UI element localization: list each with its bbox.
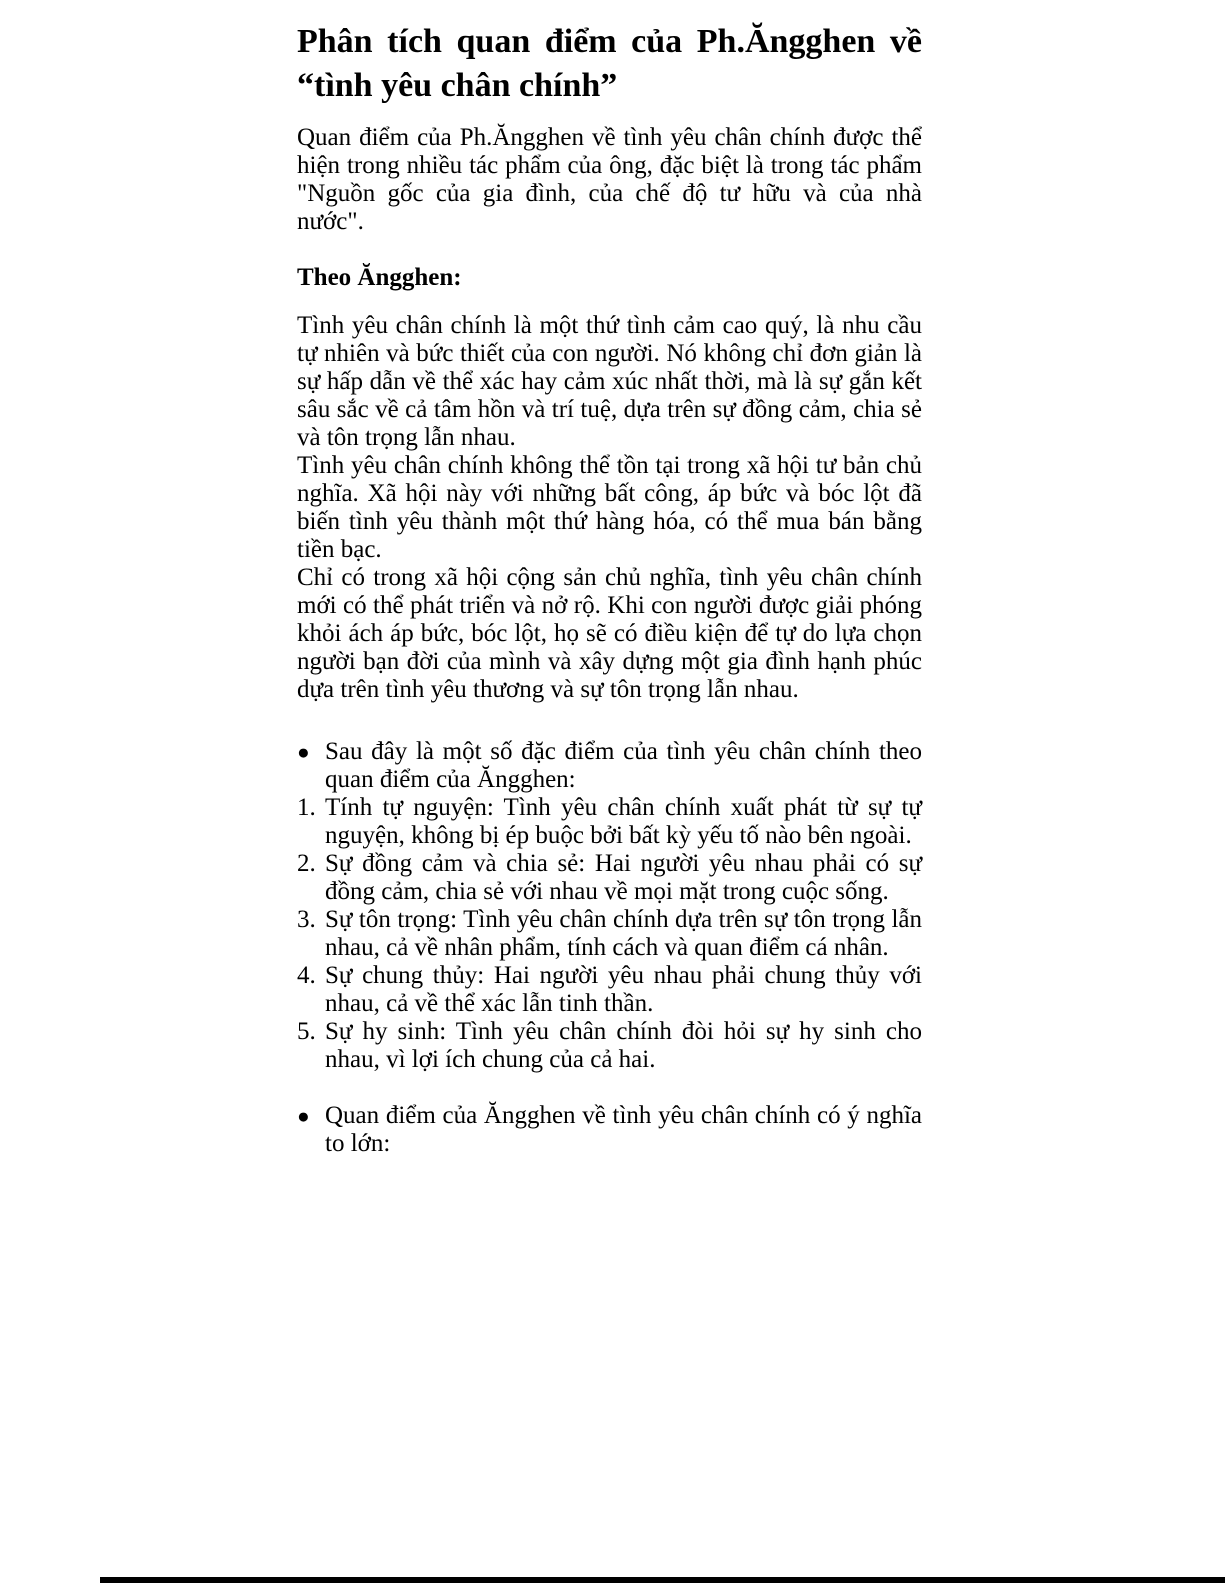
list-item-number: 1.	[297, 794, 316, 821]
list-item-number: 4.	[297, 962, 316, 989]
body-paragraphs	[297, 312, 922, 704]
list-item-number: 3.	[297, 906, 316, 933]
list-item-text: Tính tự nguyện: Tình yêu chân chính xuất phát từ sự tự nguyện, không bị ép buộc bởi bất kỳ yếu tố nào bên ngoài.	[325, 794, 922, 849]
body-paragraph: Tình yêu chân chính không thể tồn tại trong xã hội tư bản chủ nghĩa. Xã hội này với những bất công, áp bức và bóc lột đã biến tình yêu thành một thứ hàng hóa, có thể mua bán bằng tiền bạc.	[297, 452, 922, 563]
bullet-item-text: Quan điểm của Ăngghen về tình yêu chân chính có ý nghĩa to lớn:	[325, 1102, 922, 1157]
list-item	[297, 850, 922, 906]
page-title: Phân tích quan điểm của Ph.Ăngghen về “tình yêu chân chính”	[297, 23, 922, 104]
body-paragraph: Tình yêu chân chính là một thứ tình cảm cao quý, là nhu cầu tự nhiên và bức thiết của con người. Nó không chỉ đơn giản là sự hấp dẫn về thể xác hay cảm xúc nhất thời, mà là sự gắn kết sâu sắc về cả tâm hồn và trí tuệ, dựa trên sự đồng cảm, chia sẻ và tôn trọng lẫn nhau.	[297, 312, 922, 451]
intro-paragraph: Quan điểm của Ph.Ăngghen về tình yêu chân chính được thể hiện trong nhiều tác phẩm của ông, đặc biệt là trong tác phẩm "Nguồn gốc của gia đình, của chế độ tư hữu và của nhà nước".	[297, 124, 922, 235]
list-item	[297, 906, 922, 962]
bottom-divider-bar	[100, 1577, 1225, 1583]
list-item-text: Sự chung thủy: Hai người yêu nhau phải chung thủy với nhau, cả về thể xác lẫn tinh thần.	[325, 962, 922, 1017]
list-item	[297, 794, 922, 850]
list-item-text: Sự hy sinh: Tình yêu chân chính đòi hỏi sự hy sinh cho nhau, vì lợi ích chung của cả hai.	[325, 1018, 922, 1073]
list-item-number: 2.	[297, 850, 316, 877]
document-content	[297, 20, 922, 1158]
list-item-text: Sự tôn trọng: Tình yêu chân chính dựa trên sự tôn trọng lẫn nhau, cả về nhân phẩm, tính cách và quan điểm cá nhân.	[325, 906, 922, 961]
bullet-item	[297, 1102, 922, 1158]
bullet-item	[297, 738, 922, 794]
list-item	[297, 1018, 922, 1074]
body-paragraph: Chỉ có trong xã hội cộng sản chủ nghĩa, tình yêu chân chính mới có thể phát triển và nở rộ. Khi con người được giải phóng khỏi ách áp bức, bóc lột, họ sẽ có điều kiện để tự do lựa chọn người bạn đời của mình và xây dựng một gia đình hạnh phúc dựa trên tình yêu thương và sự tôn trọng lẫn nhau.	[297, 564, 922, 703]
list-item	[297, 962, 922, 1018]
section-heading: Theo Ăngghen:	[297, 264, 462, 291]
list-item-number: 5.	[297, 1018, 316, 1045]
list-item-text: Sự đồng cảm và chia sẻ: Hai người yêu nhau phải có sự đồng cảm, chia sẻ với nhau về mọi mặt trong cuộc sống.	[325, 850, 922, 905]
bullet-icon: ●	[297, 740, 310, 764]
bullet-item-text: Sau đây là một số đặc điểm của tình yêu chân chính theo quan điểm của Ăngghen:	[325, 738, 922, 793]
bullet-icon: ●	[297, 1104, 310, 1128]
